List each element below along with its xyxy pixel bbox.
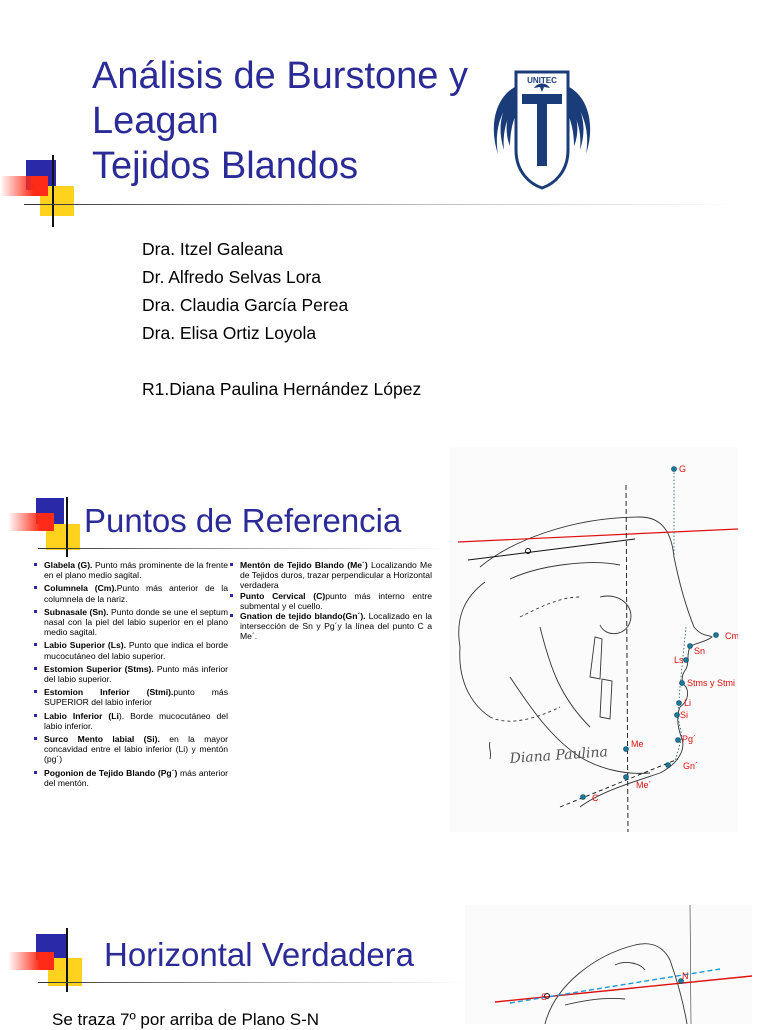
slide-2-title: Puntos de Referencia bbox=[84, 502, 402, 539]
label-ls: Ls bbox=[674, 655, 684, 665]
unitec-logo-icon bbox=[486, 54, 598, 192]
horizontal-tracing bbox=[465, 905, 752, 1024]
title-line-3: Tejidos Blandos bbox=[92, 145, 359, 187]
list-item: Punto Cervical (C)punto más interno entre submental y el cuello. bbox=[230, 591, 432, 611]
label-me-prime: Me´ bbox=[636, 780, 652, 790]
decor-horizontal-line bbox=[24, 204, 744, 205]
list-item: Labio Superior (Ls). Punto que indica el borde mucocutáneo del labio superior. bbox=[34, 640, 228, 660]
author-2: Dr. Alfredo Selvas Lora bbox=[142, 267, 321, 287]
list-item: Subnasale (Sn). Punto donde se une el septum nasal con la piel del labio superior en el plano medio sagital. bbox=[34, 607, 228, 638]
list-item: Gnation de tejido blando(Gn´). Localizado en la intersección de Sn y Pg´y la línea del punto C a Me´. bbox=[230, 611, 432, 642]
slide-3-title: Horizontal Verdadera bbox=[104, 936, 415, 973]
list-item: Estomion Inferior (Stmi).punto más SUPERIOR del labio inferior bbox=[34, 687, 228, 707]
reference-points-right bbox=[230, 560, 432, 645]
label-g: G bbox=[679, 464, 687, 474]
decor-red-gradient bbox=[0, 176, 48, 196]
authors-list bbox=[142, 235, 542, 347]
decor-horizontal-line-2 bbox=[38, 548, 448, 549]
label-me: Me bbox=[631, 739, 644, 749]
logo-text: UNITEC bbox=[527, 76, 557, 85]
resident-name: R1.Diana Paulina Hernández López bbox=[142, 379, 422, 399]
profile-tracing-icon bbox=[450, 447, 738, 832]
list-item: Pogonion de Tejido Blando (Pg´) más anterior del mentón. bbox=[34, 768, 228, 788]
label-pg: Pg´ bbox=[682, 734, 697, 744]
label-cm: Cm bbox=[725, 631, 738, 641]
list-item: Labio Inferior (Li). Borde mucocutáneo del labio inferior. bbox=[34, 711, 228, 731]
horizontal-tracing-icon bbox=[465, 905, 752, 1024]
decor-red-gradient-3 bbox=[8, 952, 54, 970]
list-item: Surco Mento labial (Si). en la mayor concavidad entre el labio inferior (Li) y mentón (pg´) bbox=[34, 734, 228, 765]
label-si: Si bbox=[680, 710, 689, 720]
author-3: Dra. Claudia García Perea bbox=[142, 295, 349, 315]
list-item: Glabela (G). Punto más prominente de la frente en el plano medio sagital. bbox=[34, 560, 228, 580]
label-gn: Gn´ bbox=[683, 761, 699, 771]
title-line-1: Análisis de Burstone y bbox=[92, 55, 468, 97]
cephalometric-tracing bbox=[450, 447, 738, 832]
list-item: Columnela (Cm).Punto más anterior de la columnela de la nariz. bbox=[34, 583, 228, 603]
list-item: Mentón de Tejido Blando (Me´) Localizando Me de Tejidos duros, trazar perpendicular a Horizontal verdadera bbox=[230, 560, 432, 591]
slide-3-body: Se traza 7º por arriba de Plano S-N bbox=[52, 1010, 320, 1029]
decor-horizontal-line-3 bbox=[38, 982, 466, 983]
label-sn: Sn bbox=[694, 646, 706, 656]
list-item: Estomion Superior (Stms). Punto más inferior del labio superior. bbox=[34, 664, 228, 684]
unitec-logo bbox=[486, 54, 598, 192]
author-1: Dra. Itzel Galeana bbox=[142, 239, 284, 259]
label-li: Li bbox=[684, 698, 692, 708]
title-line-2: Leagan bbox=[92, 100, 219, 142]
decor-red-gradient-2 bbox=[8, 513, 54, 531]
label-n: N bbox=[682, 971, 689, 981]
label-c: C bbox=[592, 793, 599, 803]
reference-points-left bbox=[34, 560, 228, 791]
slide-1-title bbox=[92, 54, 482, 189]
label-s: S bbox=[541, 992, 548, 1002]
author-4: Dra. Elisa Ortiz Loyola bbox=[142, 323, 317, 343]
signature-label: Diana Paulina bbox=[509, 744, 609, 767]
decor-vertical-line bbox=[52, 155, 54, 227]
label-stms-stmi: Stms y Stmi bbox=[687, 678, 736, 688]
